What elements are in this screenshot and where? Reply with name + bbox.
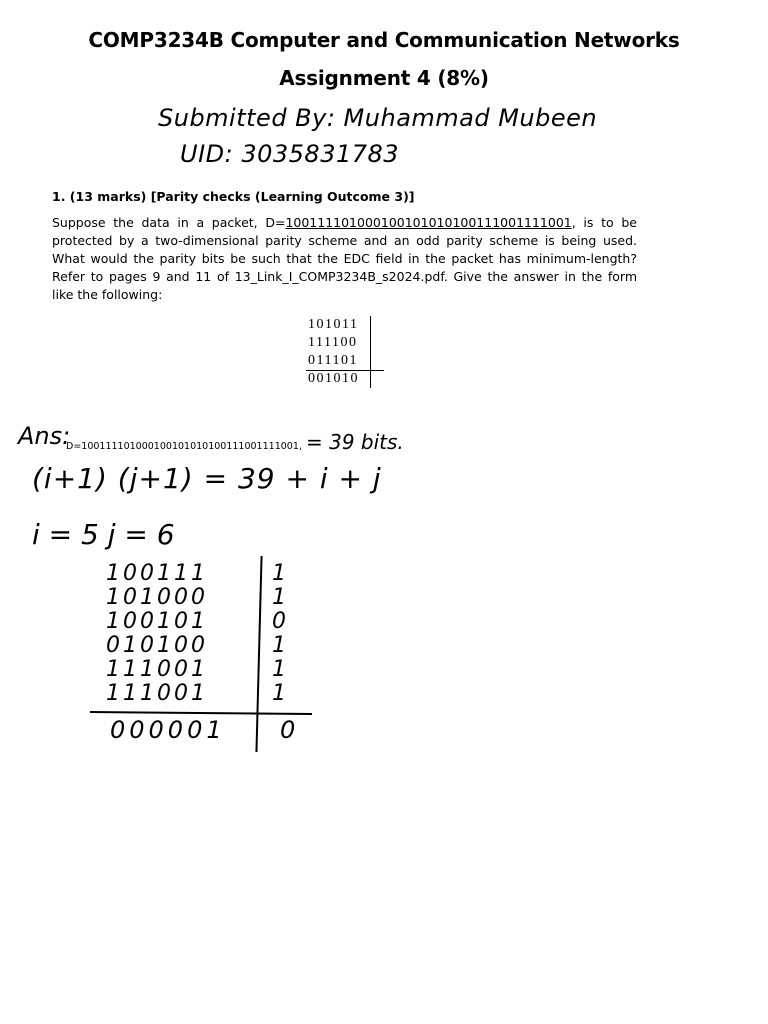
- answer-parity-row: 000001 0: [110, 716, 296, 744]
- answer-equation: (i+1) (j+1) = 39 + i + j: [32, 462, 382, 495]
- example-parity-grid: [308, 316, 359, 388]
- answer-bit-count: = 39 bits.: [306, 430, 404, 454]
- answer-row: 111001 1: [106, 657, 286, 682]
- answer-i-j-values: i = 5 j = 6: [32, 518, 175, 551]
- example-row: 001010: [308, 371, 359, 386]
- answer-row: 100111 1: [106, 561, 286, 586]
- page-subtitle: Assignment 4 (8%): [279, 66, 489, 90]
- example-row: 101011: [308, 317, 359, 332]
- example-vertical-line: [370, 316, 371, 388]
- answer-horizontal-line: [90, 711, 312, 715]
- question-data-sequence: 100111101000100101010100111001111001: [285, 215, 572, 230]
- answer-row: 101000 1: [106, 585, 286, 610]
- answer-data-line: D=100111101000100101010100111001111001,: [66, 441, 302, 452]
- page-title: COMP3234B Computer and Communication Networks: [88, 28, 680, 52]
- answer-row: 010100 1: [106, 633, 286, 658]
- answer-parity-grid: [106, 561, 296, 744]
- question-text-before: Suppose the data in a packet, D=: [52, 215, 286, 230]
- answer-label: Ans:: [18, 422, 71, 450]
- answer-row: 111001 1: [106, 681, 286, 706]
- question-body: [52, 214, 637, 304]
- handwritten-uid: UID: 3035831783: [180, 140, 400, 168]
- answer-row: 100101 0: [106, 609, 286, 634]
- question-heading: 1. (13 marks) [Parity checks (Learning Outcome 3)]: [52, 189, 415, 204]
- handwritten-submitted-by: Submitted By: Muhammad Mubeen: [158, 104, 598, 132]
- example-row: 111100: [308, 335, 358, 350]
- example-row: 011101: [308, 353, 358, 368]
- question-text-after: , is to be protected by a two-dimensional parity scheme and an odd parity scheme is being used. What would the parity bits be such that the EDC field in the packet has minimum-length? Refer to pages 9 and 11 of 13_Link_I_COMP3234B_s2024.pdf. Give the answer in the form like the following:: [52, 215, 637, 302]
